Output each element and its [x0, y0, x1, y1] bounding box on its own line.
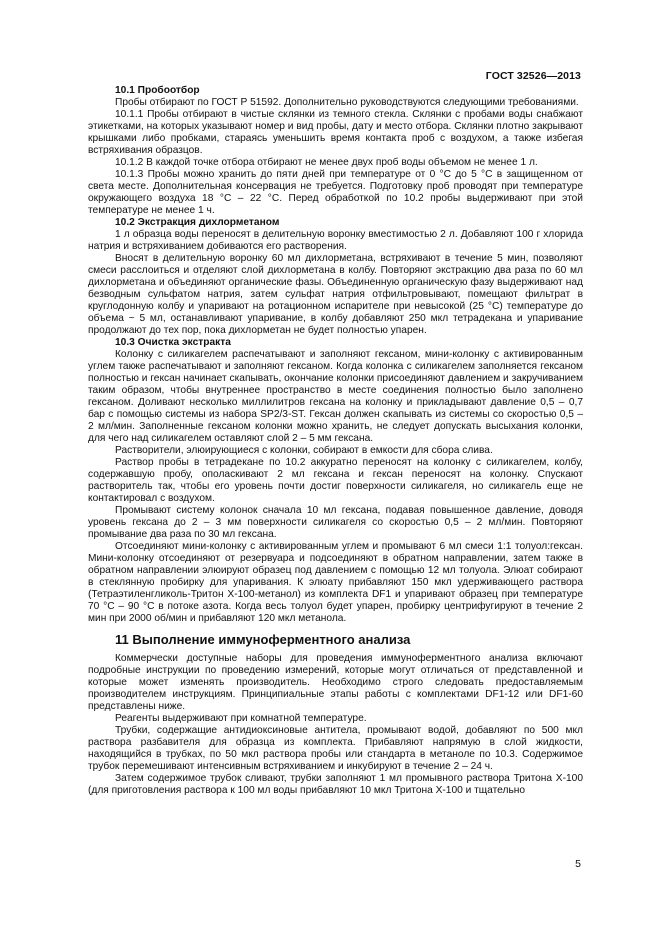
paragraph: Отсоединяют мини-колонку с активированным углем и промывают 6 мл смеси 1:1 толуол:гексан. Мини-колонку отсоединяют от резервуара и подсоединяют в обратном направлении, затем также в обратном направлении элюируют образец под давлением с помощью 12 мл толуола. Элюат собирают в стеклянную пробирку для упаривания. К элюату прибавляют 150 мкл удерживающего раствора (Тетраэтиленгликоль-Тритон Х-100-метанол) из комплекта DF1 и упаривают образец при температуре 70 °С – 90 °С в потоке азота. Когда весь толуол будет упарен, пробирку центрифугируют в течение 2 мин при 2000 об/мин и прибавляют 120 мкл метанола. [88, 541, 583, 624]
paragraph: 10.1.1 Пробы отбирают в чистые склянки из темного стекла. Склянки с пробами воды снабжают этикетками, на которых указывают номер и вид пробы, дату и место отбора. Склянки плотно закрывают крышками либо пробками, стараясь уменьшить время контакта проб с воздухом, а также избегая встряхивания образцов. [88, 109, 583, 156]
paragraph: Промывают систему колонок сначала 10 мл гексана, подавая повышенное давление, доводя уровень гексана до 2 – 3 мм поверхности силикагеля со скоростью 0,5 – 2 мл/мин. Повторяют промывание два раза по 30 мл гексана. [88, 505, 583, 540]
document-body [88, 85, 583, 797]
paragraph: Реагенты выдерживают при комнатной температуре. [115, 713, 367, 724]
page-number: 5 [575, 858, 581, 870]
section-10-3-heading: 10.3 Очистка экстракта [115, 337, 231, 348]
paragraph: Коммерчески доступные наборы для проведения иммуноферментного анализа включают подробные инструкции по проведению измерений, которые могут отличаться от представленной и которые может изменять производитель. Необходимо строго следовать предоставляемым производителем инструкциям. Принципиальные этапы работы с комплектами DF1-12 или DF1-60 представлены ниже. [88, 653, 583, 712]
paragraph: Трубки, содержащие антидиоксиновые антитела, промывают водой, добавляют по 500 мкл раствора разбавителя для образца из комплекта. Прибавляют напрямую в слой жидкости, находящийся в трубках, по 50 мкл раствора пробы или стандарта в метаноле по 10.3. Содержимое трубок перемешивают интенсивным встряхиванием и инкубируют в течение 2 – 24 ч. [88, 725, 583, 772]
section-11-heading: 11 Выполнение иммуноферментного анализа [115, 632, 411, 647]
paragraph: Вносят в делительную воронку 60 мл дихлорметана, встряхивают в течение 5 мин, позволяют смеси расслоиться и отделяют слой дихлорметана в колбу. Повторяют экстракцию два раза по 60 мл дихлорметана и объединяют органические фазы. Объединенную органическую фазу выдерживают над безводным сульфатом натрия, затем сульфат натрия отфильтровывают, помещают фильтрат в круглодонную колбу и упаривают на ротационном испарителе при невысокой (25 °С) температуре до объема ~ 5 мл, останавливают упаривание, в колбу добавляют 250 мкл тетрадекана и упаривание продолжают до тех пор, пока дихлорметан не будет полностью упарен. [88, 253, 583, 336]
paragraph: 10.1.2 В каждой точке отбора отбирают не менее двух проб воды объемом не менее 1 л. [115, 157, 538, 168]
paragraph: Раствор пробы в тетрадекане по 10.2 аккуратно переносят на колонку с силикагелем, колбу, содержавшую пробу, ополаскивают 2 мл гексана и гексан переносят на колонку. Спускают растворитель так, чтобы его уровень почти достиг поверхности силикагеля, но силикагель еще не контактировал с воздухом. [88, 457, 583, 504]
paragraph: 10.1.3 Пробы можно хранить до пяти дней при температуре от 0 °С до 5 °С в защищенном от света месте. Дополнительная консервация не требуется. Подготовку проб проводят при температуре окружающего воздуха 18 °С – 22 °С. Перед обработкой по 10.2 пробы выдерживают при этой температуре не менее 1 ч. [88, 169, 583, 216]
paragraph: Колонку с силикагелем распечатывают и заполняют гексаном, мини-колонку с активированным углем также распечатывают и заполняют гексаном. Когда колонка с силикагелем заполняется гексаном полностью и гексан начинает скапывать, окончание колонки присоединяют давлением и закручиванием таким образом, чтобы внутреннее пространство в месте соединения полностью было заполнено гексаном. Доливают несколько миллилитров гексана на колонку и прикладывают давление 0,5 – 0,7 бар с помощью системы из набора SP2/3-ST. Гексан должен скапывать из системы со скоростью 0,5 – 2 мл/мин. Заполненные гексаном колонки можно хранить, не следует допускать высыхания колонки, для чего над силикагелем оставляют слой 2 – 5 мм гексана. [88, 349, 583, 444]
standard-number: ГОСТ 32526—2013 [485, 70, 581, 82]
section-10-1-heading: 10.1 Пробоотбор [115, 85, 200, 96]
paragraph: Растворители, элюирующиеся с колонки, собирают в емкости для сбора слива. [115, 445, 493, 456]
section-10-2-heading: 10.2 Экстракция дихлорметаном [115, 217, 280, 228]
paragraph: Пробы отбирают по ГОСТ Р 51592. Дополнительно руководствуются следующими требованиями. [115, 97, 579, 108]
paragraph: Затем содержимое трубок сливают, трубки заполняют 1 мл промывного раствора Тритона Х-100 (для приготовления раствора к 100 мл воды прибавляют 10 мкл Тритона Х-100 и тщательно [88, 773, 583, 796]
paragraph: 1 л образца воды переносят в делительную воронку вместимостью 2 л. Добавляют 100 г хлорида натрия и встряхиванием добиваются его растворения. [88, 229, 583, 252]
